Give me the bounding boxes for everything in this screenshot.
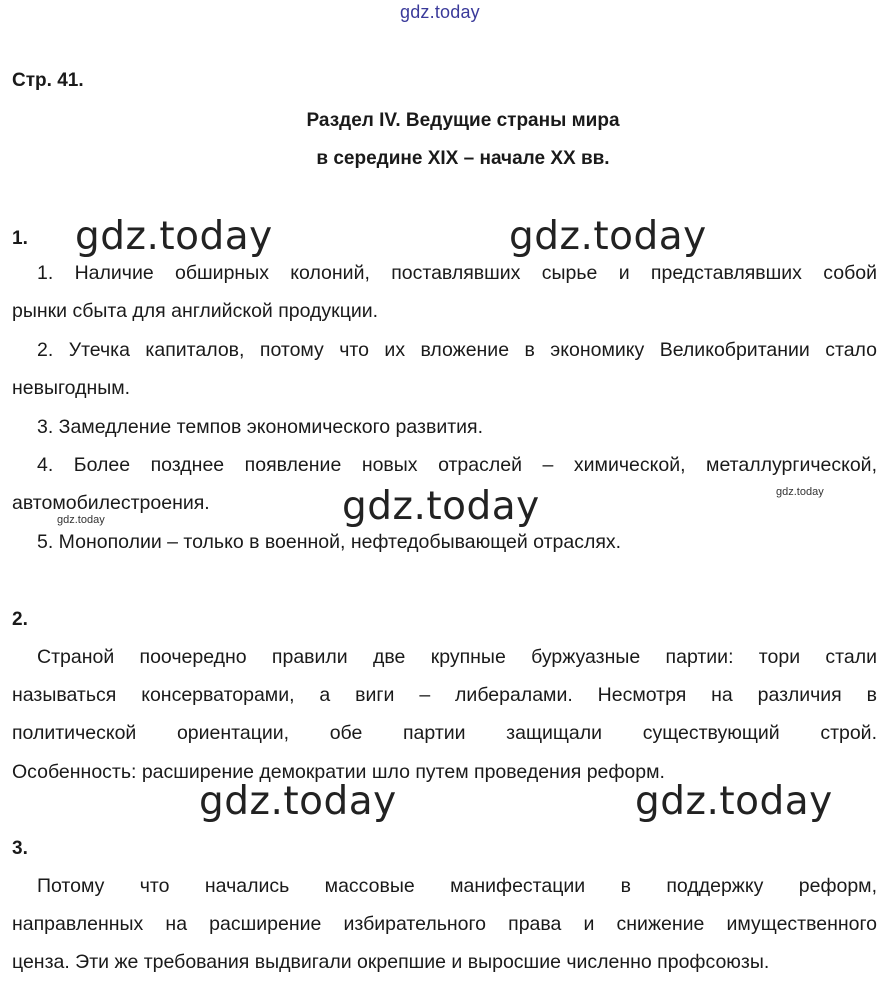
section-heading-line2: в середине XIX – начале XX вв. — [316, 148, 610, 169]
watermark-2: gdz.today — [509, 214, 707, 259]
answer-2-line-4: Особенность: расширение демократии шло путем проведения реформ. — [12, 761, 665, 783]
answer-1-line-4: невыгодным. — [12, 377, 131, 399]
answer-1-number: 1. — [12, 228, 28, 249]
answer-3-line-3: ценза. Эти же требования выдвигали окрепшие и выросшие численно профсоюзы. — [12, 951, 770, 973]
answer-1-line-7: автомобилестроения. — [12, 492, 210, 514]
answer-1-line-1: 1. Наличие обширных колоний, поставлявших сырье и представлявших собой — [37, 262, 877, 284]
answer-2-line-3: политической ориентации, обе партии защищали существующий строй. — [12, 722, 877, 744]
answer-2-line-2: называться консерваторами, а виги – либералами. Несмотря на различия в — [12, 684, 877, 706]
watermark-small-2: gdz.today — [57, 514, 105, 526]
watermark-4: gdz.today — [199, 779, 397, 824]
answer-2-line-1: Страной поочередно правили две крупные буржуазные партии: тори стали — [37, 646, 877, 668]
page-reference: Стр. 41. — [12, 70, 84, 91]
answer-1-line-2: рынки сбыта для английской продукции. — [12, 300, 379, 322]
answer-3-line-2: направленных на расширение избирательного права и снижение имущественного — [12, 913, 877, 935]
watermark-5: gdz.today — [635, 779, 833, 824]
answer-1-line-6: 4. Более позднее появление новых отраслей – химической, металлургической, — [37, 454, 877, 476]
section-heading-line1: Раздел IV. Ведущие страны мира — [306, 110, 620, 131]
watermark-top: gdz.today — [400, 2, 480, 22]
watermark-1: gdz.today — [75, 214, 273, 259]
answer-1-line-5: 3. Замедление темпов экономического развития. — [37, 416, 484, 438]
watermark-small-1: gdz.today — [776, 486, 824, 498]
answer-3-line-1: Потому что начались массовые манифестации в поддержку реформ, — [37, 875, 877, 897]
answer-2-number: 2. — [12, 609, 28, 630]
answer-3-number: 3. — [12, 838, 28, 859]
watermark-3: gdz.today — [342, 484, 540, 529]
answer-1-line-8: 5. Монополии – только в военной, нефтедобывающей отраслях. — [37, 531, 622, 553]
answer-1-line-3: 2. Утечка капиталов, потому что их вложение в экономику Великобритании стало — [37, 339, 877, 361]
